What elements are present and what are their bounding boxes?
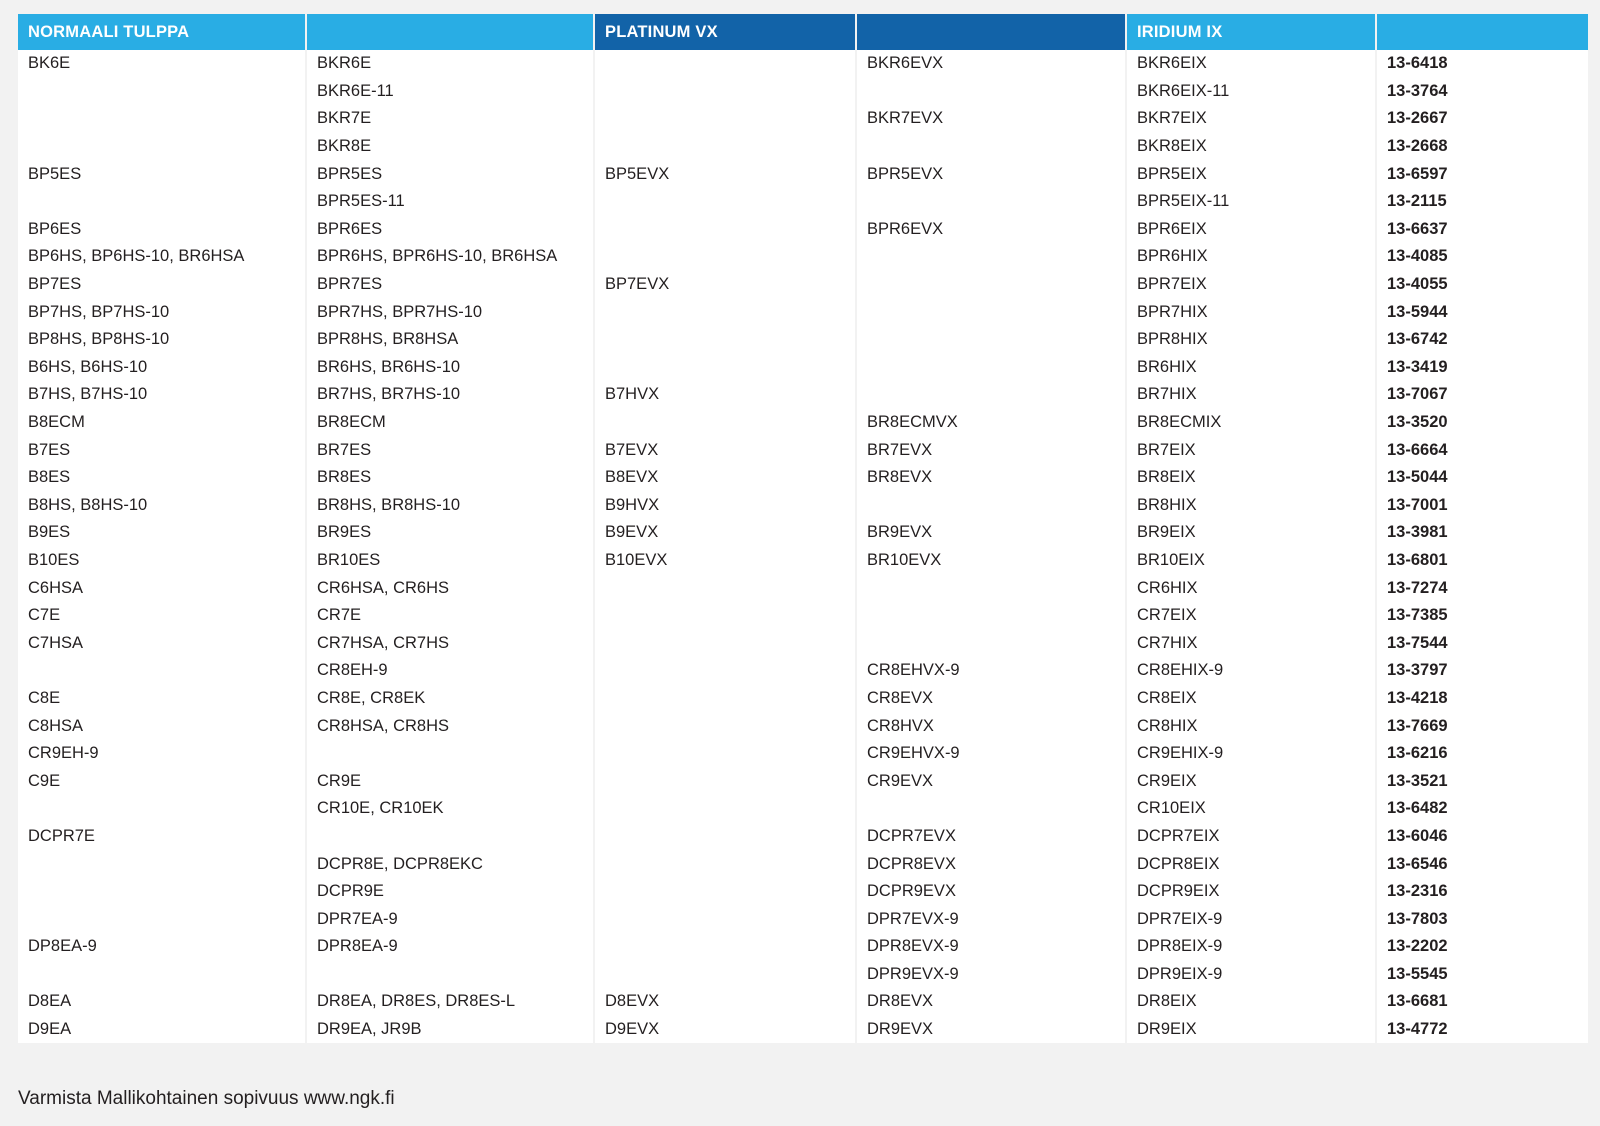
cell-part-number: [856, 298, 1126, 326]
cell-code: 13-7067: [1376, 381, 1588, 409]
cell-part-number: BP5EVX: [594, 160, 856, 188]
cell-part-number: BPR6EIX: [1126, 216, 1376, 244]
cell-code: 13-7274: [1376, 574, 1588, 602]
cell-part-number: [306, 740, 594, 768]
cell-part-number: [594, 50, 856, 78]
cell-part-number: BPR8HIX: [1126, 326, 1376, 354]
cell-part-number: [18, 795, 306, 823]
cell-part-number: BK6E: [18, 50, 306, 78]
cell-part-number: [856, 602, 1126, 630]
cell-part-number: BR7HS, BR7HS-10: [306, 381, 594, 409]
cell-part-number: CR9EHVX-9: [856, 740, 1126, 768]
cell-code: 13-3419: [1376, 354, 1588, 382]
cell-part-number: BKR6EIX-11: [1126, 78, 1376, 106]
table-row: [18, 216, 1588, 244]
cell-part-number: [594, 326, 856, 354]
column-header-normaali-tulppa-secondary: [306, 14, 594, 50]
cell-part-number: B10EVX: [594, 547, 856, 575]
cell-code: 13-6482: [1376, 795, 1588, 823]
cell-part-number: DCPR9EIX: [1126, 878, 1376, 906]
cell-part-number: CR9EH-9: [18, 740, 306, 768]
cell-part-number: BP7ES: [18, 271, 306, 299]
spark-plug-cross-reference-table: [18, 14, 1588, 1043]
cell-part-number: BKR7EVX: [856, 105, 1126, 133]
cell-part-number: DPR8EIX-9: [1126, 933, 1376, 961]
cell-part-number: BR7EVX: [856, 436, 1126, 464]
cell-part-number: CR8EHVX-9: [856, 657, 1126, 685]
table-row: [18, 685, 1588, 713]
table-row: [18, 602, 1588, 630]
cell-part-number: D8EA: [18, 988, 306, 1016]
cell-part-number: BPR5EIX: [1126, 160, 1376, 188]
cell-part-number: DCPR8EVX: [856, 850, 1126, 878]
cell-part-number: DCPR8E, DCPR8EKC: [306, 850, 594, 878]
cell-part-number: DCPR8EIX: [1126, 850, 1376, 878]
cell-part-number: [594, 602, 856, 630]
cell-part-number: BPR8HS, BR8HSA: [306, 326, 594, 354]
cell-code: 13-2316: [1376, 878, 1588, 906]
cell-part-number: DPR9EIX-9: [1126, 961, 1376, 989]
cell-part-number: C8HSA: [18, 712, 306, 740]
cell-code: 13-5044: [1376, 464, 1588, 492]
table-row: [18, 961, 1588, 989]
cell-part-number: B8ECM: [18, 409, 306, 437]
cell-part-number: [856, 271, 1126, 299]
cell-part-number: BKR6E-11: [306, 78, 594, 106]
cell-part-number: [594, 961, 856, 989]
cell-part-number: CR7E: [306, 602, 594, 630]
cell-part-number: B9HVX: [594, 492, 856, 520]
cell-part-number: BPR6HIX: [1126, 243, 1376, 271]
table-row: [18, 381, 1588, 409]
cell-part-number: DPR8EA-9: [306, 933, 594, 961]
cell-part-number: CR9EHIX-9: [1126, 740, 1376, 768]
cell-part-number: [594, 740, 856, 768]
cell-part-number: BR9EIX: [1126, 519, 1376, 547]
cell-part-number: [306, 823, 594, 851]
column-header-platinum-vx-secondary: [856, 14, 1126, 50]
cell-part-number: B8EVX: [594, 464, 856, 492]
cell-part-number: D9EVX: [594, 1016, 856, 1044]
cell-code: 13-6637: [1376, 216, 1588, 244]
cell-part-number: CR9EVX: [856, 767, 1126, 795]
cell-part-number: B7EVX: [594, 436, 856, 464]
cell-code: 13-6681: [1376, 988, 1588, 1016]
table-row: [18, 492, 1588, 520]
cell-part-number: B7HVX: [594, 381, 856, 409]
cell-part-number: B10ES: [18, 547, 306, 575]
cell-part-number: BPR5ES: [306, 160, 594, 188]
table-row: [18, 436, 1588, 464]
cell-part-number: DR8EIX: [1126, 988, 1376, 1016]
cell-part-number: CR6HIX: [1126, 574, 1376, 602]
table-row: [18, 657, 1588, 685]
cell-part-number: DR9EA, JR9B: [306, 1016, 594, 1044]
cell-part-number: DP8EA-9: [18, 933, 306, 961]
table-row: [18, 933, 1588, 961]
cell-part-number: CR8HIX: [1126, 712, 1376, 740]
table-row: [18, 50, 1588, 78]
cell-code: 13-6046: [1376, 823, 1588, 851]
cell-part-number: BR10ES: [306, 547, 594, 575]
cell-part-number: CR6HSA, CR6HS: [306, 574, 594, 602]
cell-part-number: [306, 961, 594, 989]
table-row: [18, 160, 1588, 188]
table-row: [18, 629, 1588, 657]
cell-part-number: DR8EA, DR8ES, DR8ES-L: [306, 988, 594, 1016]
cell-part-number: BPR5EVX: [856, 160, 1126, 188]
cell-part-number: [18, 878, 306, 906]
table-row: [18, 133, 1588, 161]
cell-part-number: DCPR7EVX: [856, 823, 1126, 851]
cell-code: 13-2668: [1376, 133, 1588, 161]
table-row: [18, 905, 1588, 933]
cell-part-number: [594, 216, 856, 244]
cell-part-number: [856, 354, 1126, 382]
table-row: [18, 574, 1588, 602]
table-body: [18, 50, 1588, 1043]
cell-part-number: [18, 850, 306, 878]
cell-part-number: [594, 133, 856, 161]
cell-part-number: BR7ES: [306, 436, 594, 464]
cell-part-number: CR8HVX: [856, 712, 1126, 740]
cell-part-number: CR10E, CR10EK: [306, 795, 594, 823]
column-header-normaali-tulppa: NORMAALI TULPPA: [18, 14, 306, 50]
cell-part-number: BKR8EIX: [1126, 133, 1376, 161]
cell-part-number: [594, 905, 856, 933]
cell-code: 13-2115: [1376, 188, 1588, 216]
cell-part-number: C9E: [18, 767, 306, 795]
cell-part-number: BP5ES: [18, 160, 306, 188]
cell-part-number: DCPR9EVX: [856, 878, 1126, 906]
cell-code: 13-3520: [1376, 409, 1588, 437]
cell-part-number: [856, 133, 1126, 161]
cell-code: 13-2202: [1376, 933, 1588, 961]
cell-code: 13-3797: [1376, 657, 1588, 685]
cell-code: 13-6801: [1376, 547, 1588, 575]
cell-code: 13-7385: [1376, 602, 1588, 630]
cell-code: 13-6597: [1376, 160, 1588, 188]
cell-part-number: [594, 354, 856, 382]
cell-part-number: DCPR7EIX: [1126, 823, 1376, 851]
cell-part-number: BP6ES: [18, 216, 306, 244]
cell-part-number: [594, 78, 856, 106]
table-row: [18, 271, 1588, 299]
cell-code: 13-7544: [1376, 629, 1588, 657]
column-header-platinum-vx: PLATINUM VX: [594, 14, 856, 50]
cell-code: 13-4772: [1376, 1016, 1588, 1044]
cell-part-number: [594, 243, 856, 271]
cell-part-number: CR8EH-9: [306, 657, 594, 685]
cell-part-number: CR8E, CR8EK: [306, 685, 594, 713]
cell-part-number: [594, 629, 856, 657]
cell-part-number: [856, 574, 1126, 602]
table-header: [18, 14, 1588, 50]
cell-code: 13-3981: [1376, 519, 1588, 547]
cell-code: 13-6418: [1376, 50, 1588, 78]
cell-part-number: [594, 105, 856, 133]
table-header-row: [18, 14, 1588, 50]
cell-part-number: [594, 878, 856, 906]
cell-part-number: [856, 188, 1126, 216]
cell-part-number: [18, 657, 306, 685]
cell-part-number: B9EVX: [594, 519, 856, 547]
table-row: [18, 78, 1588, 106]
cell-part-number: BR7HIX: [1126, 381, 1376, 409]
cell-part-number: DPR7EIX-9: [1126, 905, 1376, 933]
cell-part-number: CR8EIX: [1126, 685, 1376, 713]
cell-part-number: DR9EVX: [856, 1016, 1126, 1044]
cell-part-number: BR10EIX: [1126, 547, 1376, 575]
cell-part-number: [18, 105, 306, 133]
column-header-iridium-ix: IRIDIUM IX: [1126, 14, 1376, 50]
cell-part-number: [594, 574, 856, 602]
cell-part-number: BR8HS, BR8HS-10: [306, 492, 594, 520]
cell-code: 13-6664: [1376, 436, 1588, 464]
cell-part-number: CR9E: [306, 767, 594, 795]
cell-part-number: BPR6ES: [306, 216, 594, 244]
cell-part-number: BPR6HS, BPR6HS-10, BR6HSA: [306, 243, 594, 271]
table-row: [18, 712, 1588, 740]
cell-part-number: [856, 629, 1126, 657]
cell-part-number: B6HS, B6HS-10: [18, 354, 306, 382]
table-row: [18, 326, 1588, 354]
cell-part-number: BPR7EIX: [1126, 271, 1376, 299]
cell-part-number: BP8HS, BP8HS-10: [18, 326, 306, 354]
cell-part-number: [594, 188, 856, 216]
cell-part-number: C7E: [18, 602, 306, 630]
cell-part-number: [594, 795, 856, 823]
cell-part-number: [856, 381, 1126, 409]
cell-part-number: [594, 409, 856, 437]
cell-code: 13-6742: [1376, 326, 1588, 354]
table-row: [18, 740, 1588, 768]
cell-part-number: [18, 78, 306, 106]
cell-part-number: BP6HS, BP6HS-10, BR6HSA: [18, 243, 306, 271]
cell-part-number: BPR6EVX: [856, 216, 1126, 244]
cell-part-number: [18, 188, 306, 216]
cell-part-number: [594, 712, 856, 740]
cell-code: 13-3521: [1376, 767, 1588, 795]
cell-code: 13-7001: [1376, 492, 1588, 520]
cell-code: 13-7669: [1376, 712, 1588, 740]
cell-part-number: [594, 298, 856, 326]
table-row: [18, 878, 1588, 906]
cell-part-number: [594, 850, 856, 878]
cell-part-number: [594, 685, 856, 713]
cell-part-number: BP7EVX: [594, 271, 856, 299]
cell-part-number: BR8EVX: [856, 464, 1126, 492]
cell-part-number: BKR8E: [306, 133, 594, 161]
table-row: [18, 105, 1588, 133]
cell-code: 13-5545: [1376, 961, 1588, 989]
footer-note: Varmista Mallikohtainen sopivuus www.ngk.fi: [18, 1088, 395, 1109]
cell-part-number: C8E: [18, 685, 306, 713]
cell-part-number: CR10EIX: [1126, 795, 1376, 823]
cell-code: 13-5944: [1376, 298, 1588, 326]
cell-part-number: BPR7HIX: [1126, 298, 1376, 326]
cell-part-number: BR8ECMVX: [856, 409, 1126, 437]
cell-part-number: DCPR9E: [306, 878, 594, 906]
cell-part-number: CR7HIX: [1126, 629, 1376, 657]
cell-part-number: B9ES: [18, 519, 306, 547]
table-row: [18, 298, 1588, 326]
cell-code: 13-4055: [1376, 271, 1588, 299]
cell-part-number: BKR6EVX: [856, 50, 1126, 78]
table-row: [18, 767, 1588, 795]
cell-part-number: D8EVX: [594, 988, 856, 1016]
cell-part-number: BKR6E: [306, 50, 594, 78]
cell-part-number: DPR8EVX-9: [856, 933, 1126, 961]
table-row: [18, 354, 1588, 382]
cell-part-number: [18, 961, 306, 989]
cell-part-number: BPR5EIX-11: [1126, 188, 1376, 216]
table-row: [18, 988, 1588, 1016]
cell-code: 13-4085: [1376, 243, 1588, 271]
cell-part-number: B8ES: [18, 464, 306, 492]
cell-part-number: D9EA: [18, 1016, 306, 1044]
table-row: [18, 850, 1588, 878]
cell-part-number: BKR7EIX: [1126, 105, 1376, 133]
cell-part-number: BR6HS, BR6HS-10: [306, 354, 594, 382]
cell-part-number: BR8ECM: [306, 409, 594, 437]
cell-part-number: BR6HIX: [1126, 354, 1376, 382]
cell-part-number: B8HS, B8HS-10: [18, 492, 306, 520]
cell-code: 13-6216: [1376, 740, 1588, 768]
cell-part-number: BKR7E: [306, 105, 594, 133]
table-row: [18, 823, 1588, 851]
table-row: [18, 188, 1588, 216]
cell-part-number: [856, 795, 1126, 823]
cell-part-number: DCPR7E: [18, 823, 306, 851]
table-row: [18, 795, 1588, 823]
cell-part-number: BPR7HS, BPR7HS-10: [306, 298, 594, 326]
cell-part-number: DR9EIX: [1126, 1016, 1376, 1044]
cell-part-number: BR7EIX: [1126, 436, 1376, 464]
cell-part-number: BPR7ES: [306, 271, 594, 299]
cell-part-number: BR8ES: [306, 464, 594, 492]
cell-part-number: CR8EHIX-9: [1126, 657, 1376, 685]
cell-part-number: BR9ES: [306, 519, 594, 547]
cell-part-number: CR7HSA, CR7HS: [306, 629, 594, 657]
cell-part-number: [18, 133, 306, 161]
table-row: [18, 409, 1588, 437]
cell-part-number: C6HSA: [18, 574, 306, 602]
cell-part-number: BP7HS, BP7HS-10: [18, 298, 306, 326]
cell-part-number: CR7EIX: [1126, 602, 1376, 630]
cell-code: 13-7803: [1376, 905, 1588, 933]
cell-part-number: [594, 657, 856, 685]
cell-part-number: DPR7EA-9: [306, 905, 594, 933]
column-header-code: [1376, 14, 1588, 50]
cell-part-number: [594, 767, 856, 795]
cell-part-number: DPR7EVX-9: [856, 905, 1126, 933]
cell-code: 13-4218: [1376, 685, 1588, 713]
cell-part-number: DR8EVX: [856, 988, 1126, 1016]
cell-part-number: BR8EIX: [1126, 464, 1376, 492]
table-row: [18, 243, 1588, 271]
cell-part-number: [18, 905, 306, 933]
cell-part-number: CR8EVX: [856, 685, 1126, 713]
cell-code: 13-6546: [1376, 850, 1588, 878]
cell-part-number: DPR9EVX-9: [856, 961, 1126, 989]
cell-part-number: BPR5ES-11: [306, 188, 594, 216]
cell-part-number: BKR6EIX: [1126, 50, 1376, 78]
table-row: [18, 464, 1588, 492]
cell-part-number: CR8HSA, CR8HS: [306, 712, 594, 740]
cell-part-number: [856, 326, 1126, 354]
cell-part-number: [594, 933, 856, 961]
cell-code: 13-3764: [1376, 78, 1588, 106]
cell-part-number: BR8HIX: [1126, 492, 1376, 520]
cell-part-number: B7HS, B7HS-10: [18, 381, 306, 409]
cell-part-number: BR8ECMIX: [1126, 409, 1376, 437]
cell-part-number: C7HSA: [18, 629, 306, 657]
cell-part-number: [856, 78, 1126, 106]
cell-part-number: BR10EVX: [856, 547, 1126, 575]
cell-part-number: BR9EVX: [856, 519, 1126, 547]
table-row: [18, 519, 1588, 547]
cell-code: 13-2667: [1376, 105, 1588, 133]
table-row: [18, 1016, 1588, 1044]
cell-part-number: [594, 823, 856, 851]
table-row: [18, 547, 1588, 575]
cell-part-number: [856, 243, 1126, 271]
cell-part-number: B7ES: [18, 436, 306, 464]
cell-part-number: CR9EIX: [1126, 767, 1376, 795]
cell-part-number: [856, 492, 1126, 520]
